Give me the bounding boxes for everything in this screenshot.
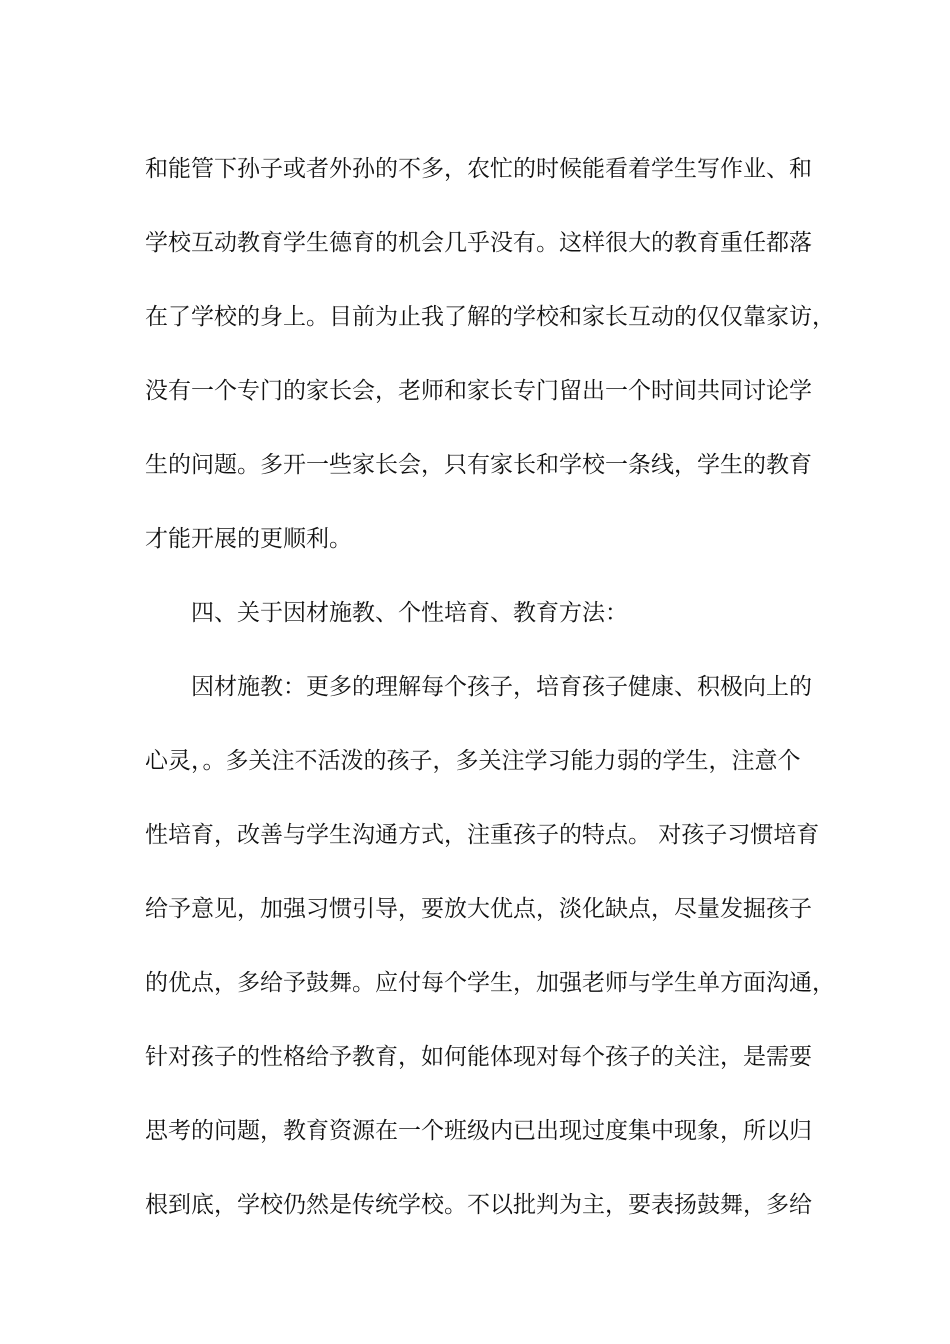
text-line-9: 心灵，。多关注不活泼的孩子，多关注学习能力弱的学生，注意个 [145,748,801,774]
text-line-6: 才能开展的更顺利。 [145,526,352,552]
text-line-14: 思考的问题，教育资源在一个班级内已出现过度集中现象，所以归 [145,1118,812,1144]
text-line-2: 学校互动教育学生德育的机会几乎没有。这样很大的教育重任都落 [145,230,812,256]
text-line-10: 性培育，改善与学生沟通方式，注重孩子的特点。 对孩子习惯培育 [145,822,820,848]
text-line-13: 针对孩子的性格给予教育，如何能体现对每个孩子的关注，是需要 [145,1044,812,1070]
text-line-4: 没有一个专门的家长会，老师和家长专门留出一个时间共同讨论学 [145,378,812,404]
text-line-11: 给予意见，加强习惯引导，要放大优点，淡化缺点，尽量发掘孩子 [145,896,812,922]
text-line-5: 生的问题。多开一些家长会，只有家长和学校一条线，学生的教育 [145,452,812,478]
text-line-15: 根到底，学校仍然是传统学校。不以批判为主，要表扬鼓舞，多给 [145,1192,812,1218]
text-line-3: 在了学校的身上。目前为止我了解的学校和家长互动的仅仅靠家访， [145,304,835,330]
text-line-1: 和能管下孙子或者外孙的不多，农忙的时候能看着学生写作业、和 [145,156,812,182]
text-line-12: 的优点，多给予鼓舞。应付每个学生，加强老师与学生单方面沟通， [145,970,835,996]
document-body [145,132,835,1242]
text-line-8: 因材施教：更多的理解每个孩子，培育孩子健康、积极向上的 [191,674,812,700]
section-heading: 四、关于因材施教、个性培育、教育方法： [191,600,628,626]
